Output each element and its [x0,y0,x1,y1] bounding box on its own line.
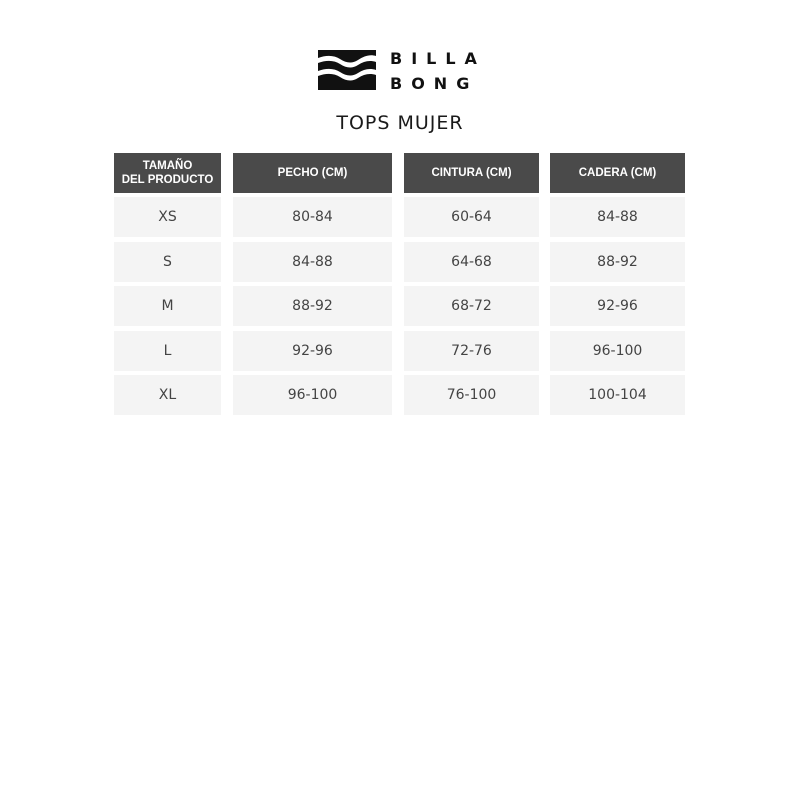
table-cell-chest: 84-88 [233,242,392,282]
table-cell-waist: 76-100 [404,375,539,415]
column-header-size-line-2: DEL PRODUCTO [121,174,214,186]
table-cell-size: M [114,286,221,326]
table-cell-hip: 96-100 [550,331,685,371]
chest-column [233,153,392,420]
column-header-size-line-1: TAMAÑO [142,160,193,172]
column-header-chest: PECHO (CM) [233,153,392,193]
column-header-waist: CINTURA (CM) [404,153,539,193]
table-cell-size: XS [114,197,221,237]
table-cell-chest: 88-92 [233,286,392,326]
table-cell-size: S [114,242,221,282]
size-column [114,153,221,420]
brand-line-1: BILLA [390,49,486,68]
table-cell-hip: 100-104 [550,375,685,415]
hip-column [550,153,685,420]
table-cell-hip: 84-88 [550,197,685,237]
brand-line-2: BONG [390,74,479,93]
table-cell-size: L [114,331,221,371]
table-cell-chest: 80-84 [233,197,392,237]
page-title: TOPS MUJER [336,112,464,134]
column-header-hip: CADERA (CM) [550,153,685,193]
table-cell-waist: 60-64 [404,197,539,237]
table-cell-hip: 92-96 [550,286,685,326]
table-cell-size: XL [114,375,221,415]
table-cell-chest: 92-96 [233,331,392,371]
brand-logo [318,46,488,96]
table-cell-waist: 68-72 [404,286,539,326]
column-header-size [114,153,221,193]
table-cell-chest: 96-100 [233,375,392,415]
table-cell-hip: 88-92 [550,242,685,282]
table-cell-waist: 72-76 [404,331,539,371]
waist-column [404,153,539,420]
table-cell-waist: 64-68 [404,242,539,282]
brand-wordmark [390,46,490,96]
billabong-wave-logo-icon [318,50,376,90]
